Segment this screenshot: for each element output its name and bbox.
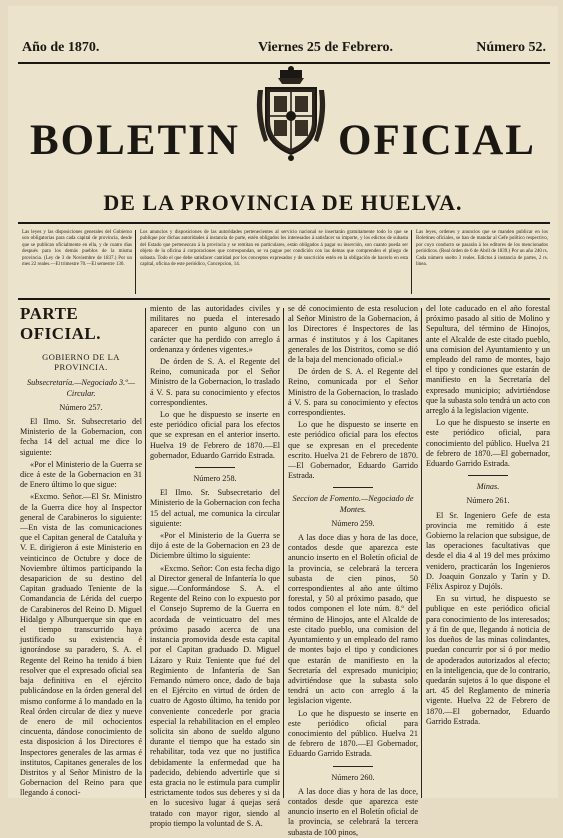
column-2 <box>150 304 280 828</box>
paragraph: A las doce dias y hora de las doce, contados desde que aparezca este anuncio inserto en el Boletín oficial de la provincia, se celebrará la tercera subasta de cien pinos, 50 correspondientes al año ante último forestal, y 50 al próximo pasado, que todos componen el lote núm. 8.º del término de Hinojos, ante el Alcalde de este citado pueblo, una comision del Ayuntamiento y un empleado del ramo de montes bajo el tipo y condiciones que estarán de manifiesto en la Secretaría del expresado municipio; advirtiéndose que la subasta solo tendrá un acto con arreglo á la legislacion vigente. <box>288 533 418 706</box>
paragraph: «Por el Ministerio de la Guerra se dice á este de la Gobernacion en 31 de Enero último lo que sigue: <box>20 459 142 490</box>
paragraph: «Excmo. Señor.—El Sr. Ministro de la Guerra dice hoy al Inspector general de Carabineros lo siguiente:—En vista de las comunicaciones que el Capitan general de Cataluña y V. E. dirigieron á este Ministerio en veinticinco de Octubre y doce de Noviembre últimos participando la desaparicion de su destino del Capitan graduado Teniente de la Comandancia de Lérida del cuerpo de Carabineros del Reino D. Miguel Hidalgo y Alburquerque sin que en el tiempo transcurrido haya justificado su existencia é ignorándose su paradero, S. A. el Regente del Reino ha tenido á bien resolver que el expresado oficial sea baja definitiva en el ejército publicándose en la órden general del mismo conforme á lo mandado en la Real órden circular de diez y nueve de enero de mil ochocientos cincuenta, dándose conocimiento de esta disposicion á los Directores é Inspectores generales de las armas é institutos, Capitanes generales de los Distritos y al Señor Ministro de la Gobernacion del Reino para que llegando á conoci- <box>20 492 142 798</box>
coat-of-arms-icon <box>250 66 332 162</box>
subsection-heading: Seccion de Fomento.—Negociado de Montes. <box>292 494 414 514</box>
paragraph: De órden de S. A. el Regente del Reino, comunicada por el Señor Ministro de la Gobernacion, lo traslado á V. S. para su conocimiento y efectos correspondientes. <box>288 367 418 418</box>
paragraph: «Por el Ministerio de la Guerra se dijo á este de la Gobernacion en 23 de Diciembre último lo siguiente: <box>150 531 280 561</box>
separator <box>333 487 373 488</box>
separator <box>468 475 508 476</box>
masthead-subtitle: DE LA PROVINCIA DE HUELVA. <box>103 190 463 215</box>
column-divider <box>283 308 284 798</box>
notice-divider <box>411 230 412 294</box>
paragraph: Lo que he dispuesto se inserte en este periódico oficial para conocimiento del público. Huelva 21 de febrero de 1870.—El Gobernador, Eduardo Garrido Estrada. <box>288 708 418 759</box>
paragraph: En su virtud, he dispuesto se publique en este periódico oficial para conocimiento de los interesados; y á fin de que, llegando á noticia de los dueños de las minas colindantes, puedan concurrir por sí ó por medio de apoderados autorizados al efecto; en la inteligencia, que de lo contrario, quedarán sujetos á lo que dispone el art. 45 del Reglamento de minería vigente. Huelva 22 de Febrero de 1870.—El gobernador, Eduardo Garrido Estrada. <box>426 594 550 726</box>
article-number: Número 259. <box>331 518 375 528</box>
notice-right: Las leyes, ordenes y anuncios que se manden publicar en los Boletines oficiales, se han de mandar al Gefe político respectivo, por cuyo conducto se pasarán á los editores de los mencionados periódicos. (Real órden de 6 de Abril de 1839.) Por un año 240 rs. Cada número suelto 3 reales. Edictos á instancia de partes, 2 rs. linea. <box>416 230 548 268</box>
notice-center: Los anuncios y disposiciones de las autoridades pertenecientes al servicio nacional se insertarán gratuitamente todo lo que se publique por dichas autoridades á instancia de parte, estén obligados los interesados á satisfacer su importe, y los edictos de subasta del Estado que pertenezcan á la provincia y se remitan en particulares, están obligados á pagar su inserción, son cuanto pueda ser objeto de la oficina á corporaciones que correspondan, se va pague por condición con las demas que comprenden el pliego de subasta. Todo el que debe satisfacer cantidad por los conceptos expresados y de suscrición estén en la obligación de hacerlo en esta capital, oficina de este periódico, Concepcion, 14. <box>140 230 408 268</box>
paragraph: del lote caducado en el año forestal próximo pasado al sitio de Molino y Sepultura, del término de Hinojos, ante el Alcalde de este citado pueblo, una comision del Ayuntamiento y un empleado del ramo de montes, bajo el tipo y condiciones que estarán de manifiesto en la Secretaría del expresado municipio; advirtiéndose que la subasta solo tendrá un acto con arreglo á la legislacion vigente. <box>426 304 550 416</box>
article-columns <box>8 304 558 837</box>
notice-divider <box>135 230 136 294</box>
separator <box>333 766 373 767</box>
issue-date: Viernes 25 de Febrero. <box>258 40 394 55</box>
subtitle-rule <box>18 222 550 224</box>
column-divider <box>145 308 146 798</box>
column-4 <box>426 304 550 798</box>
paragraph: se dé conocimiento de esta resolucion al Señor Ministro de la Gobernacion, á los Directores é Inspectores de las armas é institutos y á los Capitanes generales de los Distritos, como se dió de la baja del mencionado oficial.» <box>288 304 418 365</box>
newspaper-page <box>8 6 558 837</box>
paragraph: El Ilmo. Sr. Subsecretario del Ministerio de la Gobernacion, con fecha 14 del actual me dice lo siguiente: <box>20 417 142 457</box>
subsection-heading: Subsecretaría.—Negociado 3.º— Circular. <box>27 378 135 398</box>
article-number: Número 258. <box>193 474 237 484</box>
issue-year: Año de 1870. <box>22 40 100 55</box>
paragraph: miento de las autoridades civiles y militares no pueda el interesado aparecer en punto alguno con un carácter que ha perdido con arreglo á ordenanza y órdenes vigentes.» <box>150 304 280 354</box>
column-1 <box>20 304 142 798</box>
article-number: Número 260. <box>331 772 375 782</box>
dateline-rule <box>18 62 550 64</box>
masthead-title-left: BOLETIN <box>30 117 240 164</box>
paragraph: Lo que he dispuesto se inserte en este periódico oficial, para conocimiento del público. Huelva 21 de febrero de 1870.—El gobernador, Eduardo Garrido Estrada. <box>426 418 550 469</box>
paragraph: Lo que he dispuesto se inserte en este periódico oficial para los efectos que se expresan en el anterior inserto. Huelva 19 de Febrero de 1870.—El gobernador, Eduardo Garrido Estrada. <box>150 410 280 460</box>
dateline <box>18 40 550 60</box>
paragraph: El Ilmo. Sr. Subsecretario del Ministerio de la Gobernacion con fecha 15 del actual, me comunica la circular siguiente: <box>150 488 280 528</box>
subsection-heading: Minas. <box>476 482 500 492</box>
paragraph: Lo que he dispuesto se inserte en este periódico oficial para los efectos que se expresan en el precedente escrito. Huelva 21 de Febrero de 1870.—El Gobernador, Eduardo Garrido Estrada. <box>288 420 418 481</box>
issue-number: Número 52. <box>476 40 546 55</box>
column-divider <box>421 308 422 798</box>
paragraph: El Sr. Ingeniero Gefe de esta provincia me remitido á este Gobierno la relacion que subsigue, de las operaciones facultativas que desde el dia 4 al 19 del mes próximo venidero, practicarán los Ingenieros D. Joaquin Gonzalo y Tarín y D. Félix Aspiroz y Dujóls. <box>426 510 550 592</box>
notice-rule <box>18 298 550 300</box>
paragraph: De órden de S. A. el Regente del Reino, comunicada por el Señor Ministro de la Gobernacion, lo traslado á V. S. para su conocimiento y efectos correspondientes. <box>150 357 280 407</box>
separator <box>195 467 235 468</box>
paragraph: A las doce dias y hora de las doce, contados desde que aparezca este anuncio inserto en el Boletín oficial de la provincia, se celebrará la tercera subasta de 100 pinos, <box>288 786 418 837</box>
section-heading: PARTE OFICIAL. <box>20 304 101 343</box>
government-heading: GOBIERNO DE LA PROVINCIA. <box>42 352 120 373</box>
paragraph: «Excmo. Señor: Con esta fecha digo al Director general de Infantería lo que sigue.—Conformándose S. A. el Regente del Reino con lo expuesto por el Consejo Supremo de la Guerra en acordada de veinticuatro del mes próximo pasado acerca de una instancia promovida desde esta capital por el Capitan graduado D. Miguel Lázaro y Ruiz Teniente que fué del Regimiento de Infantería de San Fernando número once, dado de baja en el Ejército en virtud de órden de cuatro de Agosto último, ha tenido por conveniente concederle por gracia especial la rehabilitacion en el empleo solicita sin abono de sueldo alguno durante el tiempo que ha estado sin rehabilitar, toda vez que no justifica debidamente la enfermedad que ha padecido, debiendo advertirle que si esta gracia no le estimula para cumplir estrictamente todos sus deberes y si da en lo sucesivo lugar á quejas será tratado con mayor rigor, siendo al propio tiempo la voluntad de S. A. <box>150 563 280 828</box>
masthead-title-right: OFICIAL <box>338 117 536 164</box>
notice-left: Las leyes y las disposiciones generales del Gobierno son obligatorias para cada capital de provincia, desde que se publican oficialmente en ella, y de cuatro dias después para los demás pueblos de la misma provincia. (Ley de 3 de Noviembre de 1837.) Por un mes 22 reales.—El trimestre 70.—El semestre 130. <box>22 230 132 268</box>
article-number: Número 257. <box>59 402 103 412</box>
column-3 <box>288 304 418 837</box>
article-number: Número 261. <box>466 496 510 506</box>
